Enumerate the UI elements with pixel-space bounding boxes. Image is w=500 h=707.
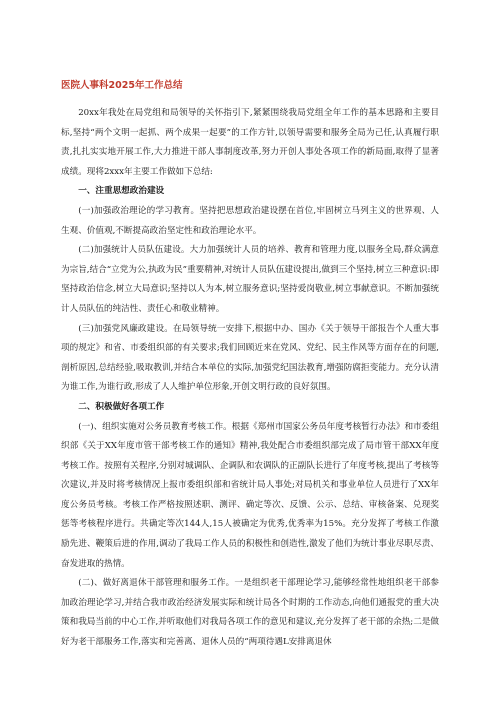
document-title: 医院人事科2025年工作总结	[61, 80, 183, 91]
intro-paragraph: 20xx年我处在局党组和局领导的关怀指引下,紧紧围绕我局党组全年工作的基本思路和主要目标,坚持“两个文明一起抓、两个成果一起要”的工作方针,以领导需要和服务全局为己任,认真履行职责,扎扎实实地开展工作,大力推进干部人事制度改革,努力开创人事处各项工作的新局面,取得了显著成绩。现将2xxx年主要工作做如下总结:	[61, 108, 439, 177]
document-body	[61, 104, 439, 653]
paragraph: (三)加强党风廉政建设。在局领导统一安排下,根据中办、国办《关于领导干部报告个人重大事项的规定》和省、市委组织部的有关要求;我们回顾近来在党风、党纪、民主作风等方面存在的问题,剖析原因,总结经验,吸取教训,并结合本单位的实际,加强党纪国法教育,增强防腐拒变能力。充分认清为谁工作,为谁行政,形成了人人维护单位形象,开创文明行政的良好氛围。	[61, 323, 439, 393]
section-heading-2: 二、积极做好各项工作	[78, 401, 165, 412]
paragraph: (二)加强统计人员队伍建设。大力加强统计人员的培养、教育和管理力度,以服务全局,群众满意为宗旨,结合“立党为公,执政为民”重要精神,对统计人员队伍建设提出,做到三个坚持,树立三种意识:即坚持政治信念,树立大局意识;坚持以人为本,树立服务意识;坚持爱岗敬业,树立事献意识。不断加强统计人员队伍的纯洁性、责任心和敬业精神。	[61, 245, 439, 314]
paragraph: (一)、组织实施对公务员教育考核工作。根据《郑州市国家公务员年度考核暂行办法》和市委组织部《关于XX年度市管干部考核工作的通知》精神,我处配合市委组织部完成了局市管干部XX年度考核工作。按照有关程序,分别对城调队、企调队和农调队的正副队长进行了年度考核,提出了考核等次建议,并及时将考核情况上报市委组织部和省统计局人事处;对局机关和事业单位人员进行了XX年度公务员考核。考核工作严格按照述职、测评、确定等次、反馈、公示、总结、审核备案、兑现奖惩等考核程序进行。共确定等次144人,15人被确定为优秀,优秀率为15%。充分发挥了考核工作激励先进、鞭策后进的作用,调动了我局工作人员的积极性和创造性,激发了他们为统计事业尽职尽责、奋发进取的热情。	[61, 421, 439, 569]
section-heading-1: 一、注重思想政治建设	[78, 186, 165, 197]
paragraph: (二)、做好离退休干部管理和服务工作。一是组织老干部理论学习,能够经常性地组织老干部参加政治理论学习,并结合我市政治经济发展实际和统计局各个时期的工作动态,向他们通报党的重大决策和我局当前的中心工作,并听取他们对我局各项工作的意见和建议,充分发挥了老干部的余热;二是做好为老干部服务工作,落实和完善离、退休人员的“两项待遇L安排离退休	[61, 578, 439, 648]
paragraph: (一)加强政治理论的学习教育。坚持把思想政治建设摆在首位,牢固树立马列主义的世界观、人生观、价值观,不断提高政治坚定性和政治理论水平。	[61, 205, 439, 236]
